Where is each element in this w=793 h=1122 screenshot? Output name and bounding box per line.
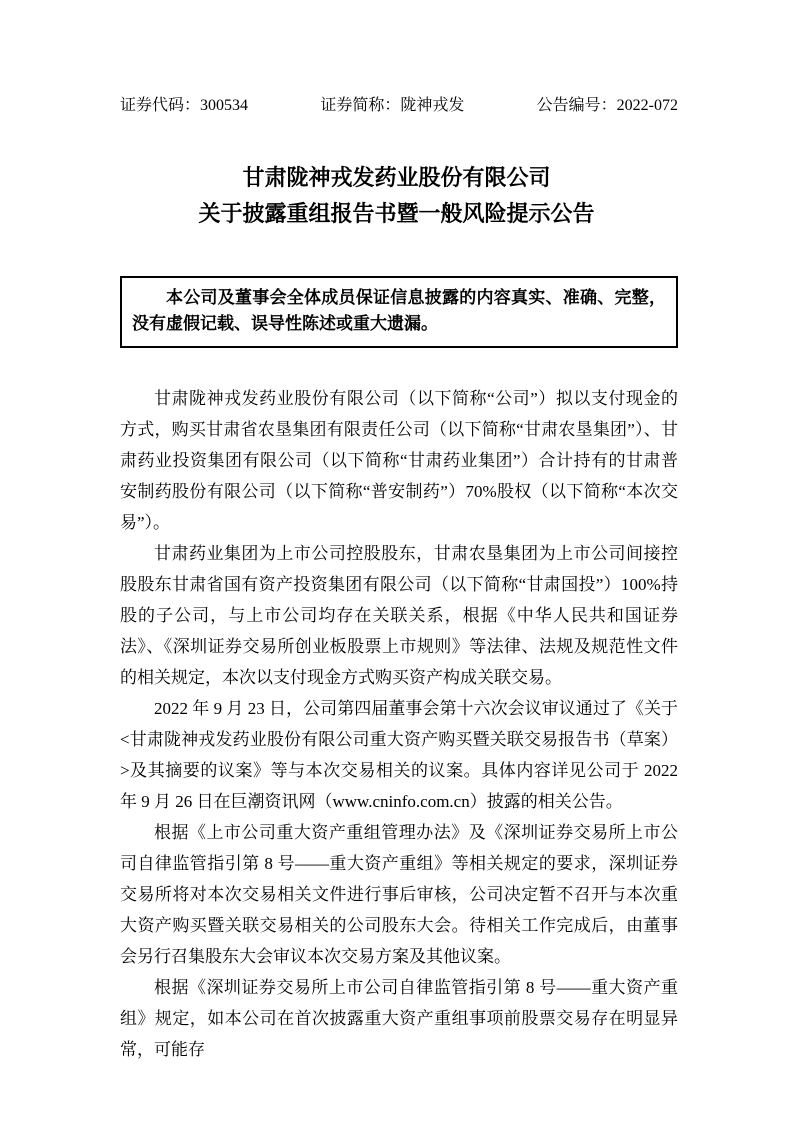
body-paragraph-3: 2022 年 9 月 23 日，公司第四届董事会第十六次会议审议通过了《关于<甘肃陇神戎发药业股份有限公司重大资产购买暨关联交易报告书（草案）>及其摘要的议案》等与本次交易相关的议案。具体内容详见公司于 2022 年 9 月 26 日在巨潮资讯网（www.cninfo.com.cn）披露的相关公告。 (120, 699, 678, 811)
title-line-company: 甘肃陇神戎发药业股份有限公司 (242, 165, 551, 190)
body-paragraph-2: 甘肃药业集团为上市公司控股股东，甘肃农垦集团为上市公司间接控股股东甘肃省国有资产投资集团有限公司（以下简称“甘肃国投”）100%持股的子公司，与上市公司均存在关联关系，根据《中华人民共和国证券法》、《深圳证券交易所创业板股票上市规则》等法律、法规及规范性文件的相关规定，本次以支付现金方式购买资产构成关联交易。 (120, 544, 678, 687)
body-paragraph-1: 甘肃陇神戎发药业股份有限公司（以下简称“公司”）拟以支付现金的方式，购买甘肃省农垦集团有限责任公司（以下简称“甘肃农垦集团”）、甘肃药业投资集团有限公司（以下简称“甘肃药业集团”）合计持有的甘肃普安制药股份有限公司（以下简称“普安制药”）70%股权（以下简称“本次交易”）。 (120, 389, 678, 532)
announcement-title (0, 160, 793, 232)
declaration-box (120, 276, 678, 348)
stock-abbr-label: 证券简称：陇神戎发 (320, 97, 465, 114)
announcement-number-label: 公告编号：2022-072 (536, 97, 678, 114)
declaration-text: 本公司及董事会全体成员保证信息披露的内容真实、准确、完整，没有虚假记载、误导性陈述或重大遗漏。 (132, 288, 666, 333)
document-header (120, 96, 678, 116)
stock-code-label: 证券代码：300534 (120, 97, 249, 114)
title-line-subject: 关于披露重组报告书暨一般风险提示公告 (198, 201, 595, 226)
body-paragraph-5: 根据《深圳证券交易所上市公司自律监管指引第 8 号——重大资产重组》规定，如本公司在首次披露重大资产重组事项前股票交易存在明显异常，可能存 (120, 978, 678, 1059)
document-body (120, 383, 678, 1065)
body-paragraph-4: 根据《上市公司重大资产重组管理办法》及《深圳证券交易所上市公司自律监管指引第 8 号——重大资产重组》等相关规定的要求，深圳证券交易所将对本次交易相关文件进行事后审核，公司决定暂不召开与本次重大资产购买暨关联交易相关的公司股东大会。待相关工作完成后，由董事会另行召集股东大会审议本次交易方案及其他议案。 (120, 823, 678, 966)
